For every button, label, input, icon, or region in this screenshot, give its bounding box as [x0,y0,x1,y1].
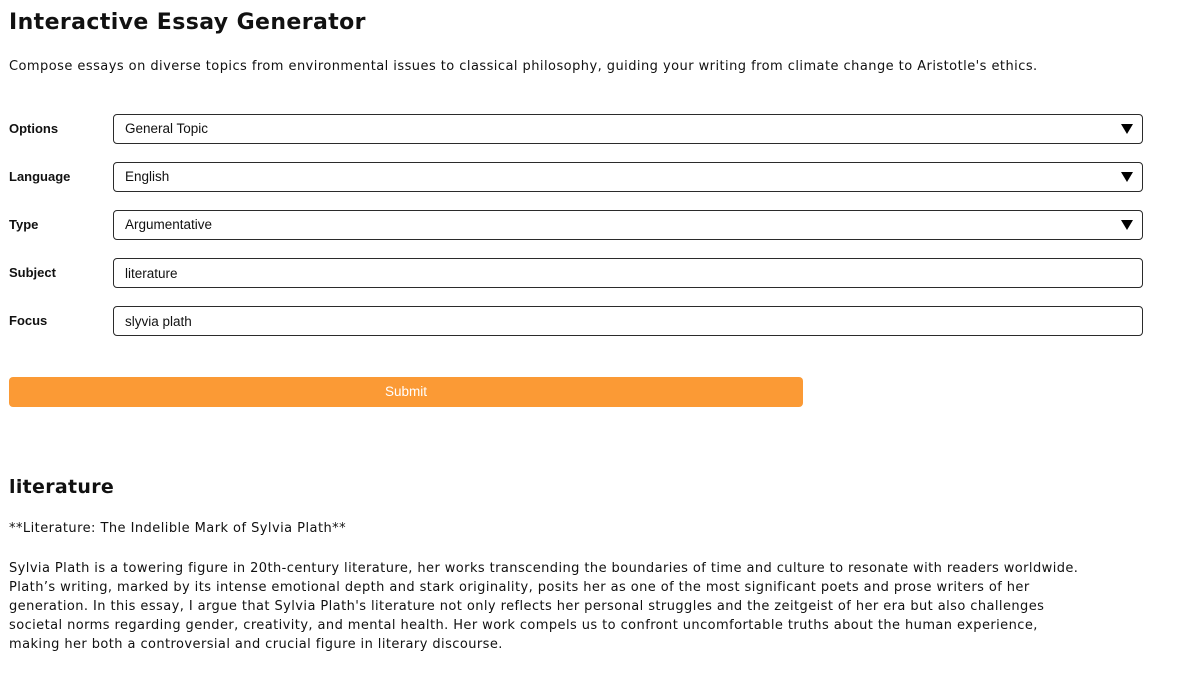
essay-title: **Literature: The Indelible Mark of Sylvia Plath** [9,521,347,536]
essay-line: generation. In this essay, I argue that Sylvia Plath's literature not only reflects her personal struggles and the zeitgeist of her era but also challenges [9,599,1045,614]
options-select[interactable] [113,114,1143,144]
essay-line: Plath’s writing, marked by its intense emotional depth and stark originality, posits her as one of the most significant poets and prose writers of her [9,580,1030,595]
subject-label: Subject [9,265,56,280]
chevron-down-icon [1121,220,1133,230]
focus-label: Focus [9,313,48,328]
options-row [0,114,1200,144]
language-select-value: English [125,169,170,184]
language-select[interactable] [113,162,1143,192]
type-select[interactable] [113,210,1143,240]
options-select-value: General Topic [125,121,209,136]
chevron-down-icon [1121,172,1133,182]
options-label: Options [9,121,59,136]
chevron-down-icon [1121,124,1133,134]
essay-line: Sylvia Plath is a towering figure in 20th-century literature, her works transcending the boundaries of time and culture to resonate with readers worldwide. [9,561,1079,576]
type-select-value: Argumentative [125,217,213,232]
language-label: Language [9,169,71,184]
type-row [0,210,1200,240]
page-description: Compose essays on diverse topics from environmental issues to classical philosophy, guiding your writing from climate change to Aristotle's ethics. [9,59,1038,74]
focus-input[interactable] [113,306,1143,336]
essay-paragraph [9,559,1159,654]
type-label: Type [9,217,39,232]
subject-input[interactable] [113,258,1143,288]
focus-row [0,306,1200,336]
subject-row [0,258,1200,288]
submit-button[interactable]: Submit [9,377,803,407]
result-heading: literature [9,476,115,498]
essay-line: making her both a controversial and crucial figure in literary discourse. [9,637,503,652]
language-row [0,162,1200,192]
essay-line: societal norms regarding gender, creativity, and mental health. Her work compels us to confront uncomfortable truths about the human experience, [9,618,1038,633]
page-title: Interactive Essay Generator [9,10,366,35]
